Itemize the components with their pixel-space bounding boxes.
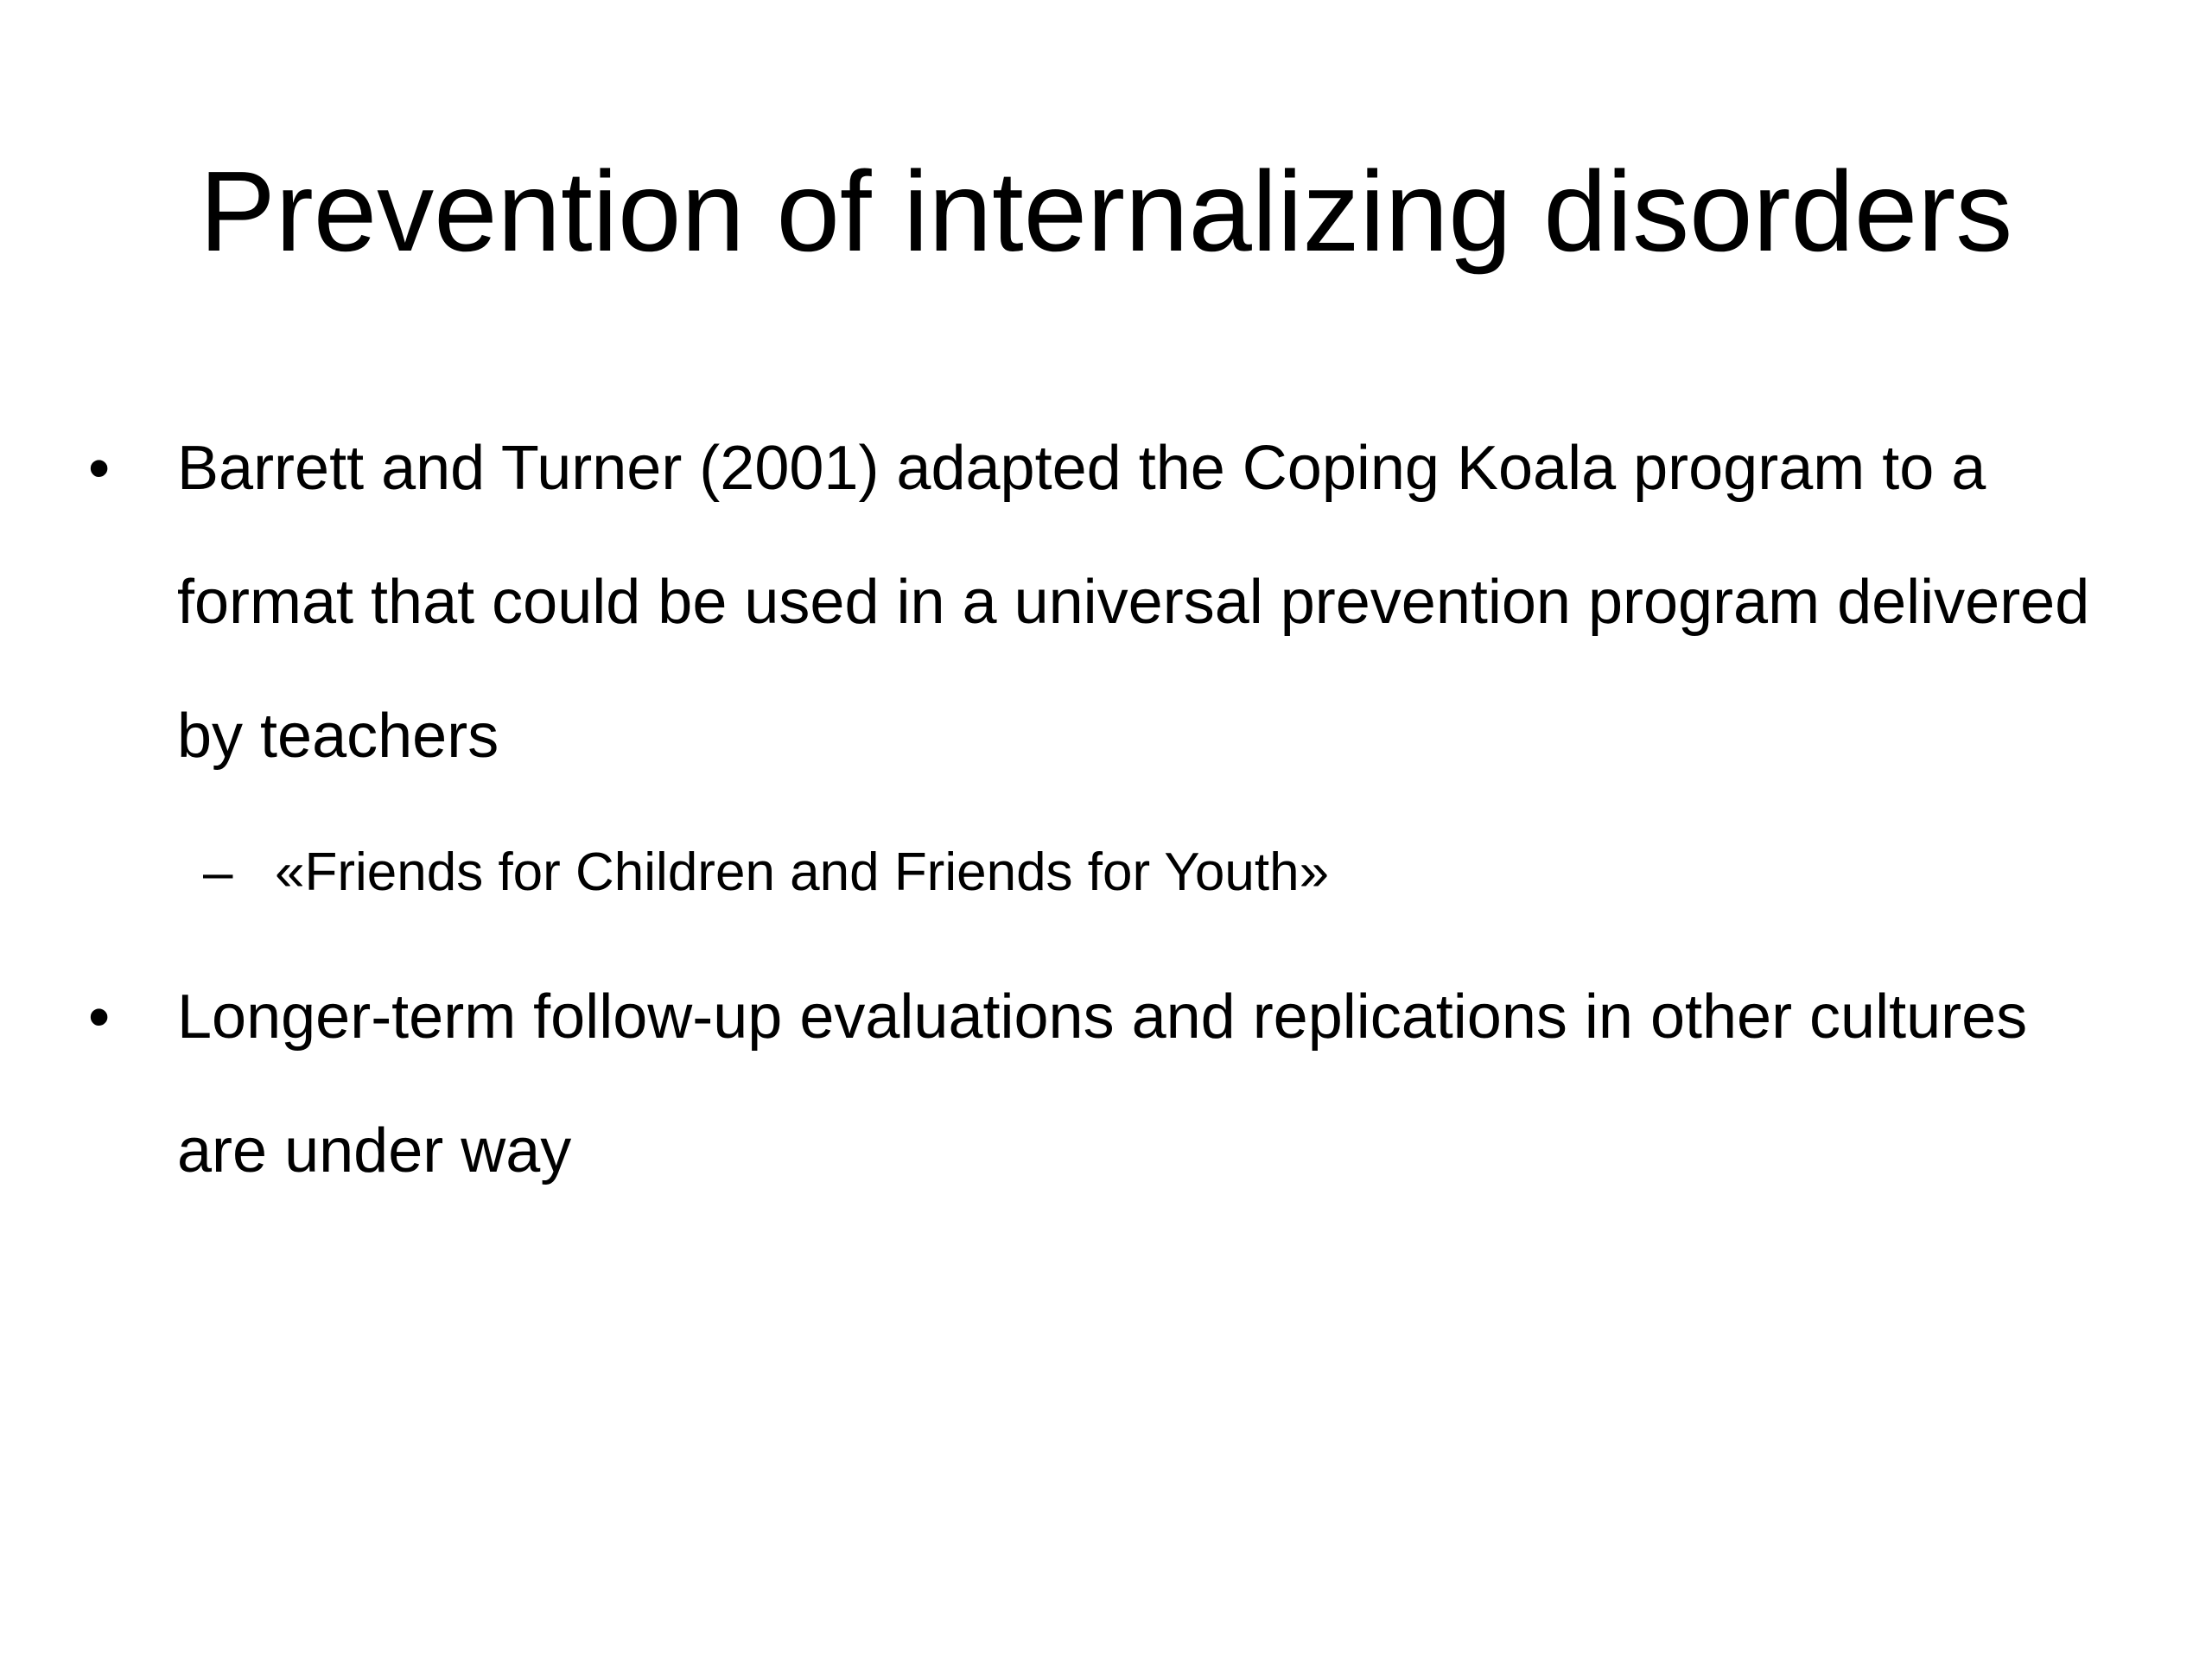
sub-bullet-text: «Friends for Children and Friends for Youth» [275,842,1330,902]
sub-bullet-marker: – [203,842,233,902]
bullet-text: Longer-term follow-up evaluations and replications in other cultures are under way [177,982,2028,1185]
bullet-text: Barrett and Turner (2001) adapted the Coping Koala program to a format that could be used in a universal prevention program delivered by teachers [177,434,2090,771]
slide-title: Prevention of internalizing disorders [199,148,2013,275]
bullet-marker: • [88,982,111,1052]
bullet-marker: • [88,434,111,503]
